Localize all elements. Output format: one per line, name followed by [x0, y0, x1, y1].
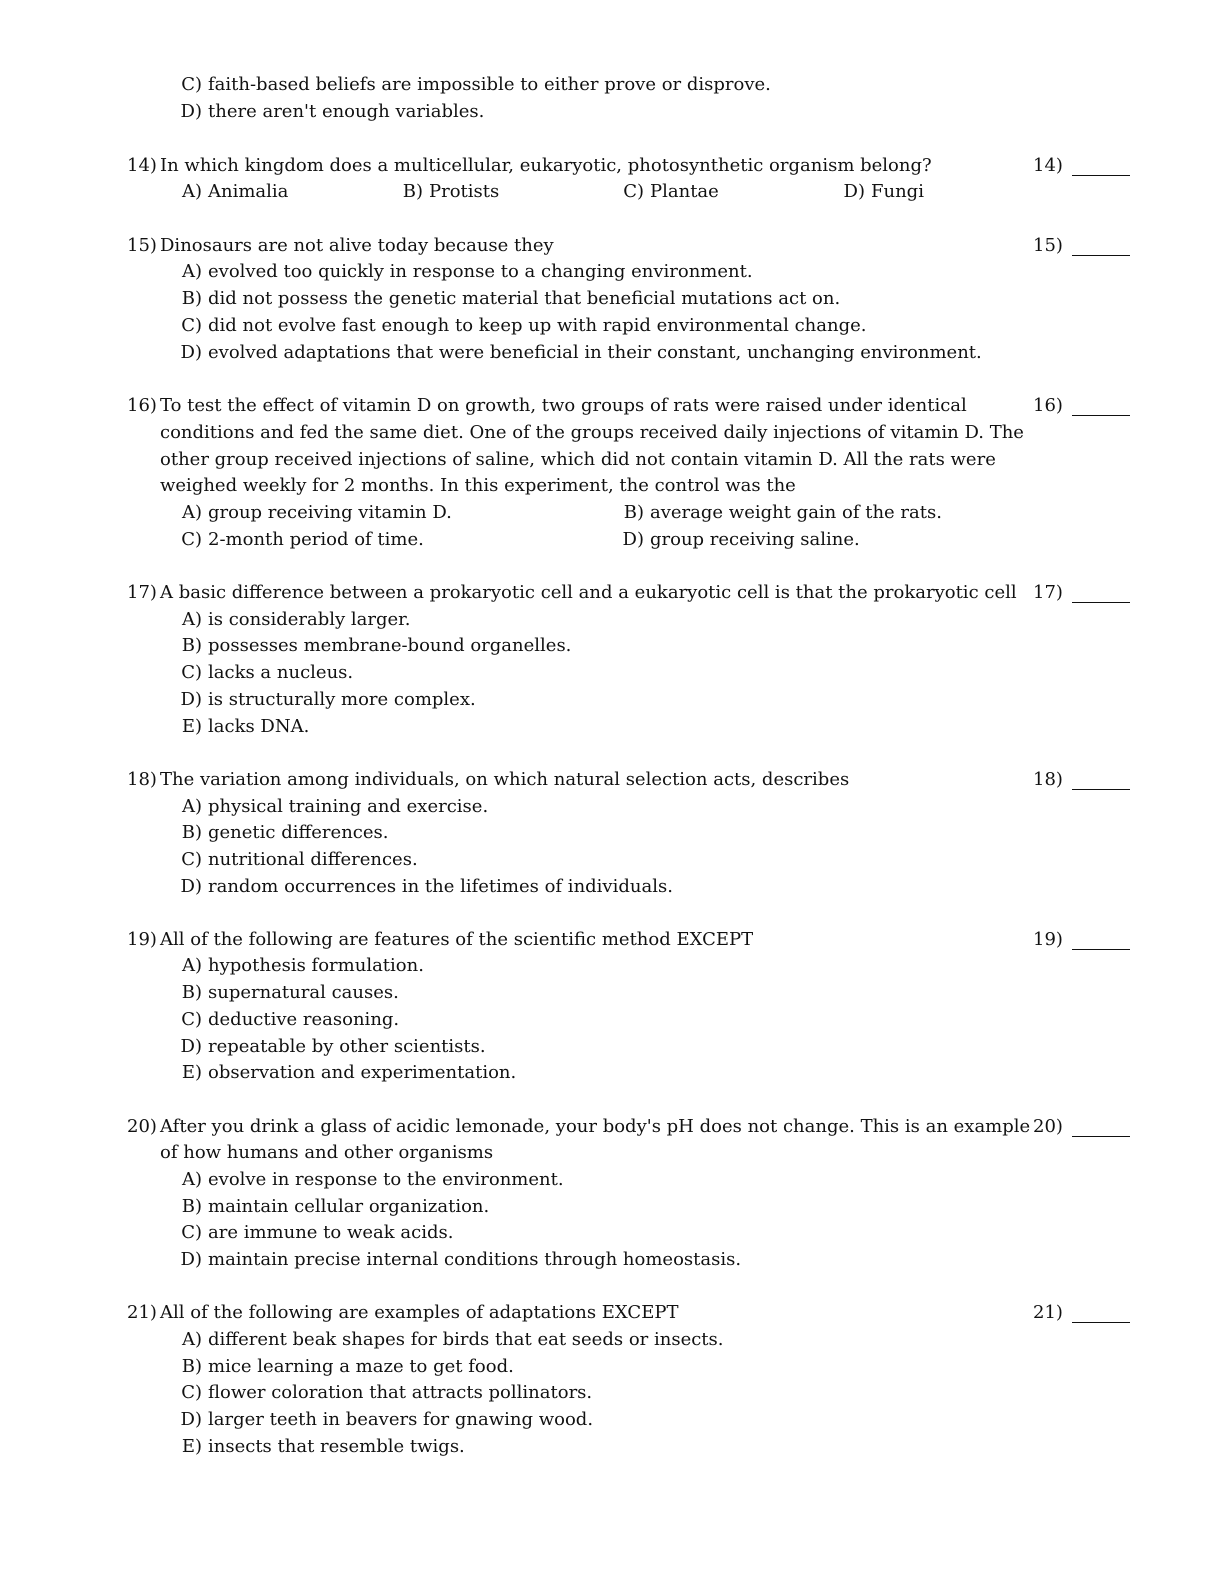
- question-stem-line-4: weighed weekly for 2 months. In this experiment, the control was the: [160, 475, 796, 496]
- option-letter: A): [181, 609, 202, 630]
- option-b: [181, 980, 399, 1006]
- answer-blank[interactable]: [1072, 949, 1130, 950]
- option-letter: A): [181, 955, 202, 976]
- option-letter: C): [181, 1222, 202, 1243]
- option-text: evolved adaptations that were beneficial in their constant, unchanging environment.: [208, 342, 982, 363]
- option-letter: D): [180, 1036, 202, 1057]
- answer-blank[interactable]: [1072, 175, 1130, 176]
- option-c: [181, 1380, 593, 1406]
- option-c: [623, 179, 719, 205]
- option-text: Animalia: [208, 181, 289, 202]
- question-stem: All of the following are examples of adaptations EXCEPT: [160, 1302, 679, 1323]
- option-text: maintain cellular organization.: [208, 1196, 490, 1217]
- option-a: [181, 607, 411, 633]
- option-letter: B): [402, 181, 423, 202]
- option-e: [181, 714, 310, 740]
- option-letter: A): [181, 502, 202, 523]
- option-text: is considerably larger.: [208, 609, 411, 630]
- option-letter: A): [181, 1329, 202, 1350]
- option-d: [180, 1407, 594, 1433]
- option-a: [181, 794, 489, 820]
- option-b: [181, 1194, 490, 1220]
- question-stem: The variation among individuals, on which natural selection acts, describes: [160, 769, 850, 790]
- carryover-option-c: [181, 72, 771, 98]
- option-e: [181, 1060, 517, 1086]
- option-letter: E): [181, 716, 202, 737]
- answer-blank[interactable]: [1072, 789, 1130, 790]
- option-text: Plantae: [650, 181, 719, 202]
- option-c: [181, 1007, 400, 1033]
- option-text: faith-based beliefs are impossible to either prove or disprove.: [208, 74, 771, 95]
- question-stem-line-3: other group received injections of saline, which did not contain vitamin D. All the rats were: [160, 449, 996, 470]
- option-text: did not possess the genetic material that beneficial mutations act on.: [208, 288, 841, 309]
- option-text: Protists: [429, 181, 500, 202]
- option-d: [180, 1247, 742, 1273]
- question-number: 20): [127, 1116, 157, 1137]
- option-letter: B): [181, 1356, 202, 1377]
- question-stem: In which kingdom does a multicellular, eukaryotic, photosynthetic organism belong?: [160, 155, 932, 176]
- option-text: random occurrences in the lifetimes of individuals.: [208, 876, 673, 897]
- option-a: [181, 500, 452, 526]
- answer-blank[interactable]: [1072, 255, 1130, 256]
- option-text: mice learning a maze to get food.: [208, 1356, 514, 1377]
- question-number: 18): [127, 769, 157, 790]
- option-letter: A): [181, 1169, 202, 1190]
- option-b: [402, 179, 500, 205]
- option-text: evolved too quickly in response to a changing environment.: [208, 261, 753, 282]
- option-text: hypothesis formulation.: [208, 955, 424, 976]
- answer-number: 18): [1033, 769, 1063, 790]
- option-letter: D): [843, 181, 865, 202]
- option-text: average weight gain of the rats.: [650, 502, 942, 523]
- question-stem-line-1: To test the effect of vitamin D on growth, two groups of rats were raised under identical: [160, 395, 967, 416]
- answer-number: 16): [1033, 395, 1063, 416]
- option-b: [181, 633, 572, 659]
- option-c: [181, 313, 867, 339]
- option-text: is structurally more complex.: [208, 689, 476, 710]
- carryover-option-d: [180, 99, 485, 125]
- option-text: group receiving saline.: [650, 529, 860, 550]
- answer-blank[interactable]: [1072, 1322, 1130, 1323]
- option-text: nutritional differences.: [208, 849, 418, 870]
- option-b: [181, 820, 389, 846]
- question-number: 21): [127, 1302, 157, 1323]
- option-letter: B): [181, 822, 202, 843]
- option-text: group receiving vitamin D.: [208, 502, 452, 523]
- option-d: [180, 687, 476, 713]
- option-b: [181, 1354, 514, 1380]
- option-c: [181, 847, 418, 873]
- question-stem: All of the following are features of the scientific method EXCEPT: [160, 929, 754, 950]
- answer-number: 15): [1033, 235, 1063, 256]
- option-text: physical training and exercise.: [208, 796, 489, 817]
- answer-blank[interactable]: [1072, 415, 1130, 416]
- option-text: larger teeth in beavers for gnawing wood.: [208, 1409, 594, 1430]
- option-letter: A): [181, 796, 202, 817]
- option-letter: C): [623, 181, 644, 202]
- option-letter: C): [181, 315, 202, 336]
- option-letter: D): [180, 876, 202, 897]
- option-letter: B): [623, 502, 644, 523]
- option-letter: D): [180, 342, 202, 363]
- option-text: supernatural causes.: [208, 982, 399, 1003]
- question-stem: Dinosaurs are not alive today because they: [160, 235, 554, 256]
- option-a: [181, 179, 289, 205]
- option-c: [181, 1220, 454, 1246]
- question-number: 16): [127, 395, 157, 416]
- option-b: [623, 500, 942, 526]
- option-d: [843, 179, 924, 205]
- question-number: 17): [127, 582, 157, 603]
- option-c: [181, 527, 424, 553]
- option-letter: A): [181, 261, 202, 282]
- option-text: there aren't enough variables.: [208, 101, 485, 122]
- option-a: [181, 1167, 564, 1193]
- question-stem-line-1: After you drink a glass of acidic lemonade, your body's pH does not change. This is an example: [160, 1116, 1031, 1137]
- option-letter: E): [181, 1436, 202, 1457]
- option-letter: D): [180, 1409, 202, 1430]
- option-text: are immune to weak acids.: [208, 1222, 454, 1243]
- answer-number: 21): [1033, 1302, 1063, 1323]
- option-text: genetic differences.: [208, 822, 389, 843]
- question-number: 15): [127, 235, 157, 256]
- option-d: [180, 340, 982, 366]
- option-text: did not evolve fast enough to keep up with rapid environmental change.: [208, 315, 867, 336]
- option-text: possesses membrane-bound organelles.: [208, 635, 572, 656]
- option-text: maintain precise internal conditions through homeostasis.: [208, 1249, 742, 1270]
- option-a: [181, 259, 753, 285]
- option-letter: C): [181, 529, 202, 550]
- answer-blank[interactable]: [1072, 602, 1130, 603]
- answer-number: 19): [1033, 929, 1063, 950]
- option-letter: B): [181, 288, 202, 309]
- option-letter: D): [180, 101, 202, 122]
- option-letter: A): [181, 181, 202, 202]
- answer-number: 20): [1033, 1116, 1063, 1137]
- option-d: [180, 1034, 486, 1060]
- option-text: different beak shapes for birds that eat seeds or insects.: [208, 1329, 724, 1350]
- option-letter: B): [181, 635, 202, 656]
- question-stem-line-2: of how humans and other organisms: [160, 1142, 494, 1163]
- option-c: [181, 660, 354, 686]
- option-text: observation and experimentation.: [208, 1062, 517, 1083]
- option-text: insects that resemble twigs.: [208, 1436, 465, 1457]
- option-text: lacks a nucleus.: [208, 662, 354, 683]
- option-text: lacks DNA.: [208, 716, 310, 737]
- option-text: Fungi: [871, 181, 924, 202]
- option-text: evolve in response to the environment.: [208, 1169, 564, 1190]
- question-number: 14): [127, 155, 157, 176]
- option-letter: B): [181, 1196, 202, 1217]
- option-text: 2-month period of time.: [208, 529, 424, 550]
- question-stem-line-2: conditions and fed the same diet. One of the groups received daily injections of vitamin D. The: [160, 422, 1024, 443]
- option-letter: D): [180, 689, 202, 710]
- answer-blank[interactable]: [1072, 1136, 1130, 1137]
- option-letter: C): [181, 1009, 202, 1030]
- answer-number: 17): [1033, 582, 1063, 603]
- option-e: [181, 1434, 465, 1460]
- option-letter: E): [181, 1062, 202, 1083]
- option-letter: D): [622, 529, 644, 550]
- option-letter: C): [181, 74, 202, 95]
- option-letter: C): [181, 662, 202, 683]
- option-text: deductive reasoning.: [208, 1009, 400, 1030]
- option-letter: C): [181, 849, 202, 870]
- option-letter: B): [181, 982, 202, 1003]
- answer-number: 14): [1033, 155, 1063, 176]
- option-a: [181, 1327, 724, 1353]
- question-stem: A basic difference between a prokaryotic cell and a eukaryotic cell is that the prokaryotic cell: [160, 582, 1017, 603]
- option-letter: D): [180, 1249, 202, 1270]
- question-number: 19): [127, 929, 157, 950]
- option-text: flower coloration that attracts pollinators.: [208, 1382, 593, 1403]
- option-text: repeatable by other scientists.: [208, 1036, 486, 1057]
- option-a: [181, 953, 424, 979]
- option-b: [181, 286, 841, 312]
- option-d: [622, 527, 860, 553]
- option-letter: C): [181, 1382, 202, 1403]
- option-d: [180, 874, 673, 900]
